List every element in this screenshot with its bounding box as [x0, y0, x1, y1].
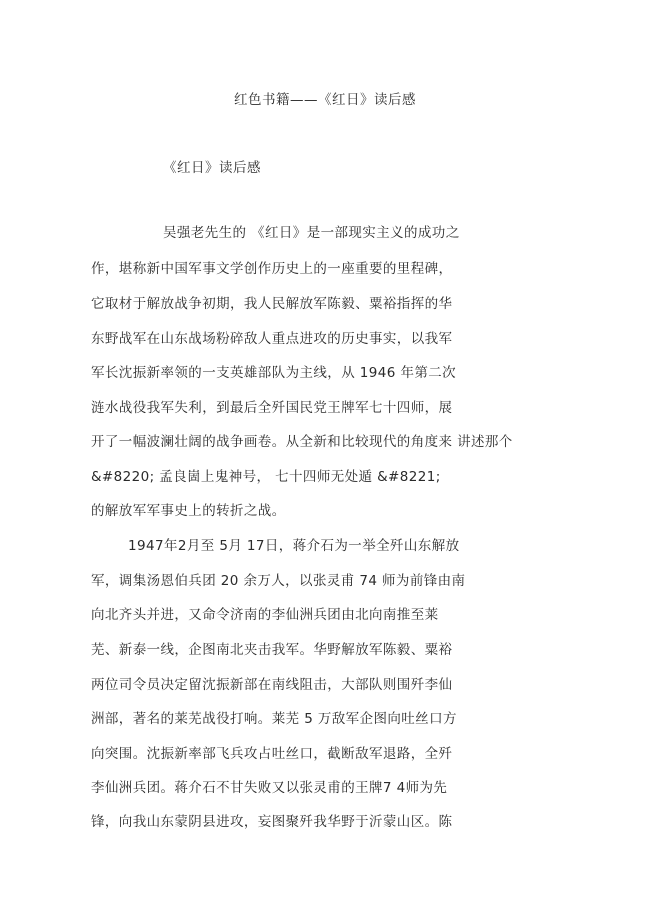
document-subtitle: 《红日》读后感: [163, 160, 261, 176]
paragraph-line: 涟水战役我军失利，到最后全歼国民党王牌军七十四师，展: [91, 400, 453, 416]
paragraph-line: 李仙洲兵团。蒋介石不甘失败又以张灵甫的王牌7 4师为先: [91, 780, 448, 796]
paragraph-line: 东野战军在山东战场粉碎敌人重点进攻的历史事实，以我军: [91, 331, 453, 347]
paragraph-line: &#8220; 孟良崮上鬼神号， 七十四师无处遁 &#8221;: [91, 469, 441, 485]
paragraph-line: 它取材于解放战争初期，我人民解放军陈毅、粟裕指挥的华: [91, 296, 453, 312]
paragraph-line: 吴强老先生的 《红日》是一部现实主义的成功之: [163, 225, 460, 241]
paragraph-line: 向北齐头并进，又命令济南的李仙洲兵团由北向南推至莱: [91, 607, 439, 623]
paragraph-line: 1947年2月至 5月 17日，蒋介石为一举全歼山东解放: [128, 538, 460, 554]
paragraph-line: 军长沈振新率领的一支英雄部队为主线，从 1946 年第二次: [91, 365, 457, 381]
paragraph-line: 开了一幅波澜壮阔的战争画卷。从全新和比较现代的角度来 讲述那个: [91, 434, 513, 450]
paragraph-line: 洲部，著名的莱芜战役打响。莱芜 5 万敌军企图向吐丝口方: [91, 711, 457, 727]
paragraph-line: 锋，向我山东蒙阴县进攻，妄图聚歼我华野于沂蒙山区。陈: [91, 814, 453, 830]
paragraph-line: 军，调集汤恩伯兵团 20 余万人，以张灵甫 74 师为前锋由南: [91, 573, 466, 589]
paragraph-line: 作，堪称新中国军事文学创作历史上的一座重要的里程碑，: [91, 261, 453, 277]
document-title: 红色书籍——《红日》读后感: [234, 92, 416, 108]
paragraph-line: 两位司令员决定留沈振新部在南线阻击，大部队则围歼李仙: [91, 677, 453, 693]
paragraph-line: 的解放军军事史上的转折之战。: [91, 503, 286, 519]
paragraph-line: 向突围。沈振新率部飞兵攻占吐丝口，截断敌军退路，全歼: [91, 746, 453, 762]
paragraph-line: 芜、新泰一线，企图南北夹击我军。华野解放军陈毅、粟裕: [91, 642, 453, 658]
